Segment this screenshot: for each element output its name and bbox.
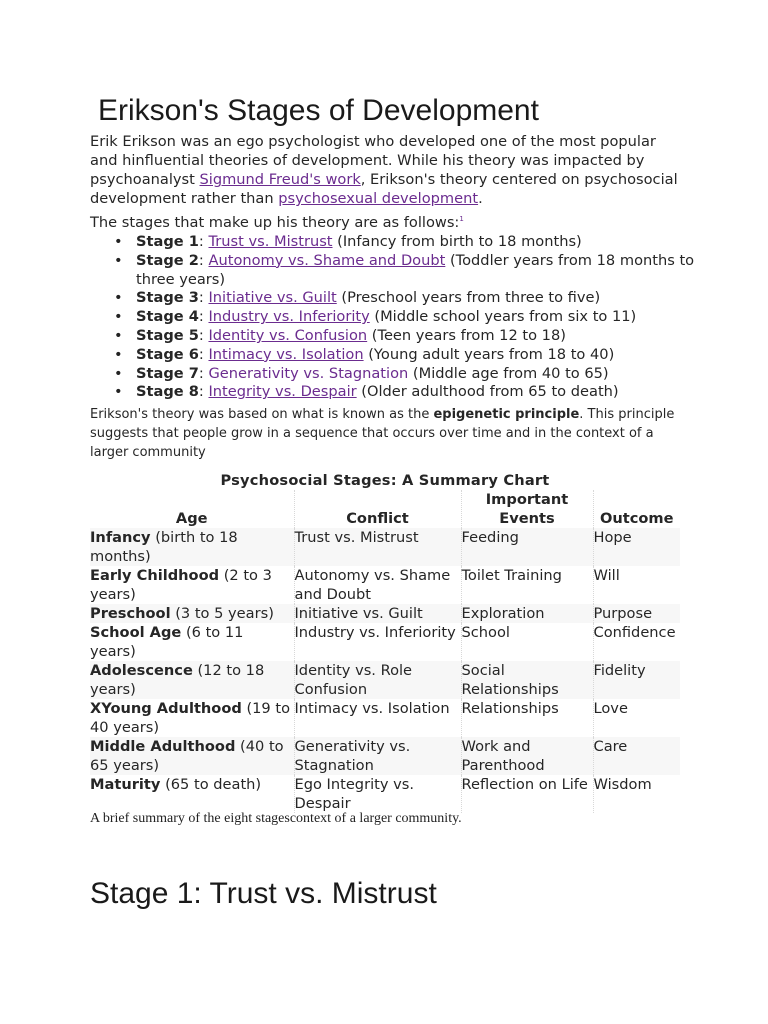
table-row bbox=[90, 699, 680, 737]
cell-conflict: Generativity vs. Stagnation bbox=[294, 737, 461, 775]
cell-age bbox=[90, 737, 294, 775]
cell-outcome: Care bbox=[593, 737, 680, 775]
cell-age bbox=[90, 566, 294, 604]
cell-outcome: Confidence bbox=[593, 623, 680, 661]
table-row bbox=[90, 661, 680, 699]
age-range: (3 to 5 years) bbox=[170, 605, 274, 622]
stage-link[interactable]: Industry vs. Inferiority bbox=[208, 308, 370, 326]
table-caption: A brief summary of the eight stagescontext of a larger community. bbox=[90, 811, 462, 826]
stage-description: (Preschool years from three to five) bbox=[336, 289, 601, 307]
cell-age bbox=[90, 604, 294, 623]
stage-separator: : bbox=[198, 326, 209, 344]
stage-separator: : bbox=[198, 364, 209, 382]
cell-conflict: Trust vs. Mistrust bbox=[294, 528, 461, 566]
cell-events: School bbox=[461, 623, 593, 661]
cell-events: Feeding bbox=[461, 528, 593, 566]
page-title: Erikson's Stages of Development bbox=[98, 94, 539, 127]
cell-events: Toilet Training bbox=[461, 566, 593, 604]
age-stage: Middle Adulthood bbox=[90, 738, 236, 755]
stage-item bbox=[136, 365, 726, 384]
epigenetic-text: . This principle suggests that people grow in a sequence that occurs over time and in the context of a larger community bbox=[90, 407, 675, 460]
stage-link[interactable]: Identity vs. Confusion bbox=[208, 326, 368, 344]
cell-age bbox=[90, 775, 294, 813]
age-range: (birth to 18 months) bbox=[90, 529, 238, 565]
stage-label: Stage 3 bbox=[136, 289, 199, 307]
stage-label: Stage 5 bbox=[136, 326, 199, 344]
stage-item bbox=[136, 383, 726, 402]
stage-separator: : bbox=[198, 289, 209, 307]
stage-item bbox=[136, 327, 726, 346]
stage-link[interactable]: Autonomy vs. Shame and Doubt bbox=[208, 251, 446, 269]
age-stage: Maturity bbox=[90, 776, 161, 793]
age-range: (6 to 11 years) bbox=[90, 624, 244, 660]
stage-description: (Middle age from 40 to 65) bbox=[408, 364, 609, 382]
table-row bbox=[90, 775, 680, 813]
age-range: (19 to 40 years) bbox=[90, 700, 291, 736]
cell-events: Social Relationships bbox=[461, 661, 593, 699]
cell-outcome: Love bbox=[593, 699, 680, 737]
stage-description: (Young adult years from 18 to 40) bbox=[363, 345, 615, 363]
chart-title: Psychosocial Stages: A Summary Chart bbox=[220, 472, 550, 489]
stage-separator: : bbox=[198, 233, 209, 250]
age-stage: Early Childhood bbox=[90, 567, 220, 584]
stage-separator: : bbox=[198, 383, 209, 401]
cell-events: Reflection on Life bbox=[461, 775, 593, 813]
header-outcome: Outcome bbox=[593, 490, 680, 528]
epigenetic-paragraph bbox=[90, 405, 680, 462]
stages-lead bbox=[90, 210, 680, 232]
stage-link[interactable]: Integrity vs. Despair bbox=[208, 383, 357, 401]
table-row bbox=[90, 623, 680, 661]
cell-outcome: Purpose bbox=[593, 604, 680, 623]
table-row bbox=[90, 528, 680, 566]
stage-label: Stage 7 bbox=[136, 364, 199, 382]
section-heading: Stage 1: Trust vs. Mistrust bbox=[90, 877, 437, 910]
cell-conflict: Ego Integrity vs. Despair bbox=[294, 775, 461, 813]
stage-description: (Toddler years from 18 months to three years) bbox=[136, 251, 695, 288]
cell-outcome: Hope bbox=[593, 528, 680, 566]
footnote-marker[interactable]: 1 bbox=[459, 215, 464, 223]
stage-label: Stage 6 bbox=[136, 345, 199, 363]
header-age: Age bbox=[175, 510, 208, 527]
cell-conflict: Autonomy vs. Shame and Doubt bbox=[294, 566, 461, 604]
summary-table bbox=[90, 490, 680, 813]
age-stage: Infancy bbox=[90, 529, 151, 546]
cell-outcome: Will bbox=[593, 566, 680, 604]
table-row bbox=[90, 566, 680, 604]
stage-description: (Older adulthood from 65 to death) bbox=[356, 383, 619, 401]
header-conflict: Conflict bbox=[294, 490, 461, 528]
cell-age bbox=[90, 661, 294, 699]
stage-link[interactable]: Initiative vs. Guilt bbox=[208, 289, 337, 307]
age-stage: Preschool bbox=[90, 605, 171, 622]
age-range: (40 to 65 years) bbox=[90, 738, 284, 774]
stage-label: Stage 1 bbox=[136, 233, 199, 250]
epigenetic-term: epigenetic principle bbox=[433, 407, 580, 422]
cell-events: Relationships bbox=[461, 699, 593, 737]
stage-link[interactable]: Generativity vs. Stagnation bbox=[208, 364, 409, 382]
age-stage: XYoung Adulthood bbox=[90, 700, 242, 717]
stage-item bbox=[136, 289, 726, 308]
stage-separator: : bbox=[198, 251, 209, 269]
age-range: (2 to 3 years) bbox=[90, 567, 272, 603]
cell-outcome: Wisdom bbox=[593, 775, 680, 813]
age-stage: Adolescence bbox=[90, 662, 193, 679]
stage-description: (Middle school years from six to 11) bbox=[369, 308, 637, 326]
stage-separator: : bbox=[198, 308, 209, 326]
stage-description: (Infancy from birth to 18 months) bbox=[332, 233, 582, 250]
cell-age bbox=[90, 699, 294, 737]
intro-text: Erik Erikson was an ego psychologist who developed one of the most popular and hinfluential theories of development. While his theory was impacted by psychoanalyst bbox=[90, 133, 656, 188]
stage-list bbox=[90, 233, 726, 402]
cell-conflict: Initiative vs. Guilt bbox=[294, 604, 461, 623]
psychosexual-link[interactable]: psychosexual development bbox=[278, 190, 479, 207]
table-header-row bbox=[90, 490, 680, 528]
stage-link[interactable]: Trust vs. Mistrust bbox=[208, 233, 333, 250]
cell-age bbox=[90, 623, 294, 661]
age-range: (12 to 18 years) bbox=[90, 662, 265, 698]
stage-item bbox=[136, 346, 726, 365]
table-row bbox=[90, 737, 680, 775]
lead-text: The stages that make up his theory are as follows: bbox=[90, 213, 460, 231]
cell-conflict: Identity vs. Role Confusion bbox=[294, 661, 461, 699]
cell-age bbox=[90, 528, 294, 566]
table-row bbox=[90, 604, 680, 623]
intro-paragraph bbox=[90, 132, 680, 208]
header-events: Important Events bbox=[461, 490, 593, 528]
age-range: (65 to death) bbox=[160, 776, 262, 793]
stage-description: (Teen years from 12 to 18) bbox=[367, 326, 566, 344]
age-stage: School Age bbox=[90, 624, 182, 641]
stage-separator: : bbox=[198, 345, 209, 363]
intro-text: . bbox=[478, 190, 483, 207]
stage-item bbox=[136, 308, 726, 327]
cell-conflict: Intimacy vs. Isolation bbox=[294, 699, 461, 737]
cell-conflict: Industry vs. Inferiority bbox=[294, 623, 461, 661]
cell-events: Exploration bbox=[461, 604, 593, 623]
epigenetic-text: Erikson's theory was based on what is known as the bbox=[90, 407, 434, 422]
stage-label: Stage 2 bbox=[136, 251, 199, 269]
stage-link[interactable]: Intimacy vs. Isolation bbox=[208, 345, 364, 363]
stage-label: Stage 4 bbox=[136, 308, 199, 326]
intro-text: , Erikson's theory centered on psychosocial development rather than bbox=[90, 171, 678, 207]
cell-outcome: Fidelity bbox=[593, 661, 680, 699]
stage-item bbox=[136, 233, 726, 252]
stage-item bbox=[136, 252, 726, 290]
stage-label: Stage 8 bbox=[136, 383, 199, 401]
freud-link[interactable]: Sigmund Freud's work bbox=[199, 171, 361, 188]
cell-events: Work and Parenthood bbox=[461, 737, 593, 775]
